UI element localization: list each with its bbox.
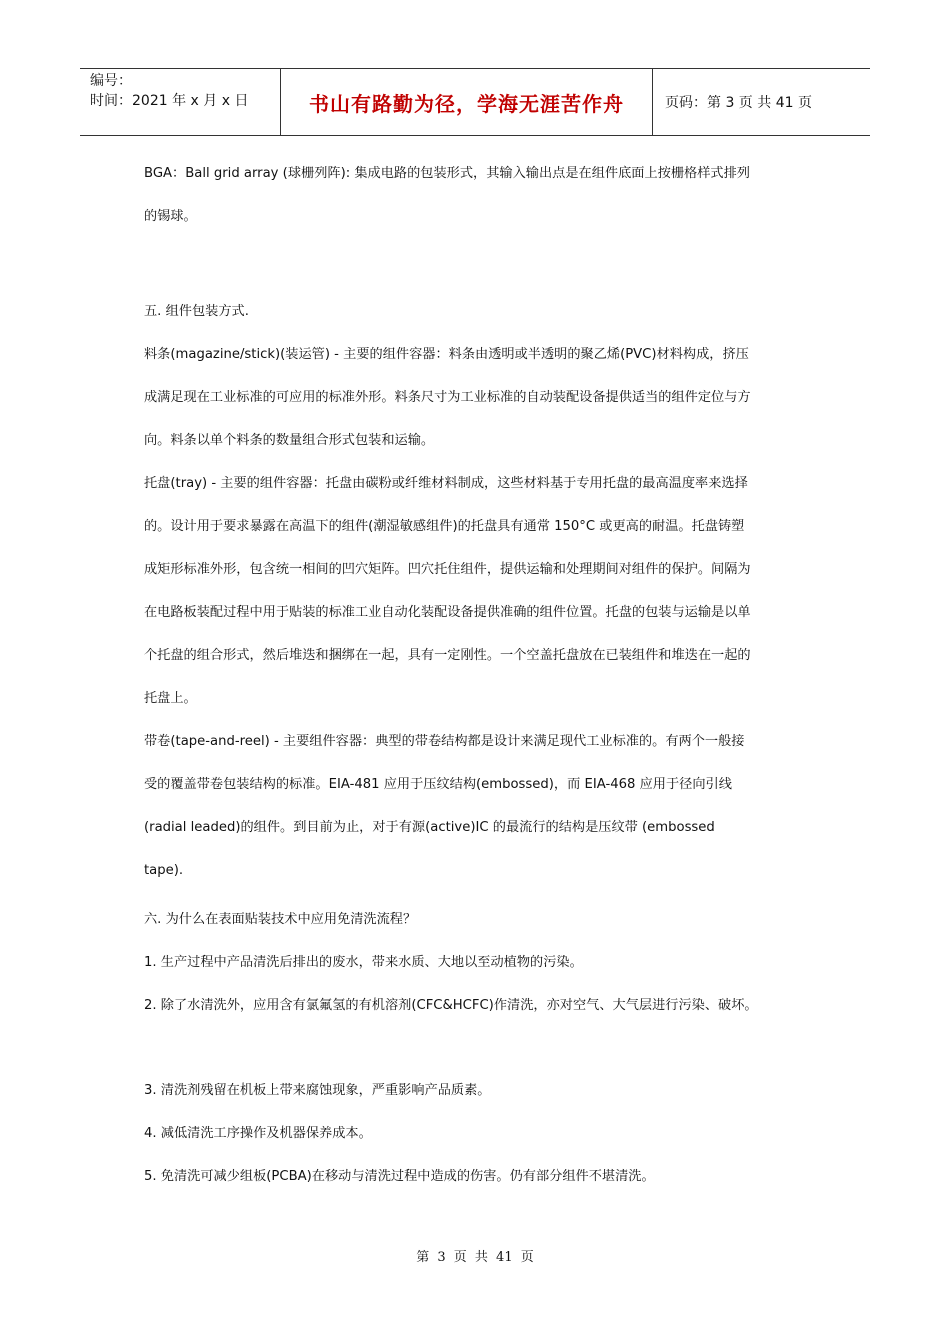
- reason-1: 1. 生产过程中产品清洗后排出的废水，带来水质、大地以至动植物的污染。: [144, 955, 583, 970]
- section-6-title: 六. 为什么在表面贴装技术中应用免清洗流程？: [144, 912, 417, 927]
- magazine-paragraph-line-3: 向。料条以单个料条的数量组合形式包装和运输。: [144, 433, 435, 448]
- section-5-title: 五. 组件包装方式.: [144, 304, 249, 319]
- reason-4: 4. 减低清洗工序操作及机器保养成本。: [144, 1126, 372, 1141]
- header-page-info: 页码：第 3 页 共 41 页: [665, 95, 812, 111]
- document-number-label: 编号：: [90, 73, 132, 89]
- reason-5: 5. 免清洗可减少组板(PCBA)在移动与清洗过程中造成的伤害。仍有部分组件不堪清洗。: [144, 1169, 655, 1184]
- tape-paragraph-line-4: tape).: [144, 863, 184, 878]
- magazine-paragraph-line-2: 成满足现在工业标准的可应用的标准外形。料条尺寸为工业标准的自动装配设备提供适当的组件定位与方: [144, 390, 751, 405]
- tape-paragraph-line-2: 受的覆盖带卷包装结构的标准。EIA-481 应用于压纹结构(embossed)，而 EIA-468 应用于径向引线: [144, 777, 732, 792]
- tray-paragraph-line-1: 托盘(tray) - 主要的组件容器：托盘由碳粉或纤维材料制成，这些材料基于专用托盘的最高温度率来选择: [144, 476, 748, 491]
- magazine-paragraph-line-1: 料条(magazine/stick)(装运管) - 主要的组件容器：料条由透明或半透明的聚乙烯(PVC)材料构成，挤压: [144, 347, 749, 362]
- header-meta: [80, 69, 281, 135]
- reason-3: 3. 清洗剂残留在机板上带来腐蚀现象，严重影响产品质素。: [144, 1083, 491, 1098]
- tray-paragraph-line-4: 在电路板装配过程中用于贴装的标准工业自动化装配设备提供准确的组件位置。托盘的包装与运输是以单: [144, 605, 751, 620]
- document-time-label: 时间：2021 年 x 月 x 日: [90, 93, 249, 109]
- tray-paragraph-line-6: 托盘上。: [144, 691, 197, 706]
- document-body: [144, 152, 814, 1198]
- tray-paragraph-line-3: 成矩形标准外形，包含统一相间的凹穴矩阵。凹穴托住组件，提供运输和处理期间对组件的保护。间隔为: [144, 562, 751, 577]
- tray-paragraph-line-2: 的。设计用于要求暴露在高温下的组件(潮湿敏感组件)的托盘具有通常 150°C 或更高的耐温。托盘铸塑: [144, 519, 745, 534]
- reason-2: 2. 除了水清洗外，应用含有氯氟氢的有机溶剂(CFC&HCFC)作清洗，亦对空气、大气层进行污染、破坏。: [144, 998, 758, 1013]
- tape-paragraph-line-3: (radial leaded)的组件。到目前为止，对于有源(active)IC 的最流行的结构是压纹带 (embossed: [144, 820, 715, 835]
- page-header: [80, 68, 870, 136]
- header-motto: 书山有路勤为径，学海无涯苦作舟: [281, 69, 653, 135]
- tray-paragraph-line-5: 个托盘的组合形式，然后堆迭和捆绑在一起，具有一定刚性。一个空盖托盘放在已装组件和堆迭在一起的: [144, 648, 751, 663]
- page-footer: 第 3 页 共 41 页: [416, 1250, 534, 1265]
- bga-definition-line-1: BGA：Ball grid array (球栅列阵): 集成电路的包装形式，其输入输出点是在组件底面上按栅格样式排列: [144, 166, 750, 181]
- bga-definition-line-2: 的锡球。: [144, 209, 197, 224]
- tape-paragraph-line-1: 带卷(tape-and-reel) - 主要组件容器：典型的带卷结构都是设计来满足现代工业标准的。有两个一般接: [144, 734, 745, 749]
